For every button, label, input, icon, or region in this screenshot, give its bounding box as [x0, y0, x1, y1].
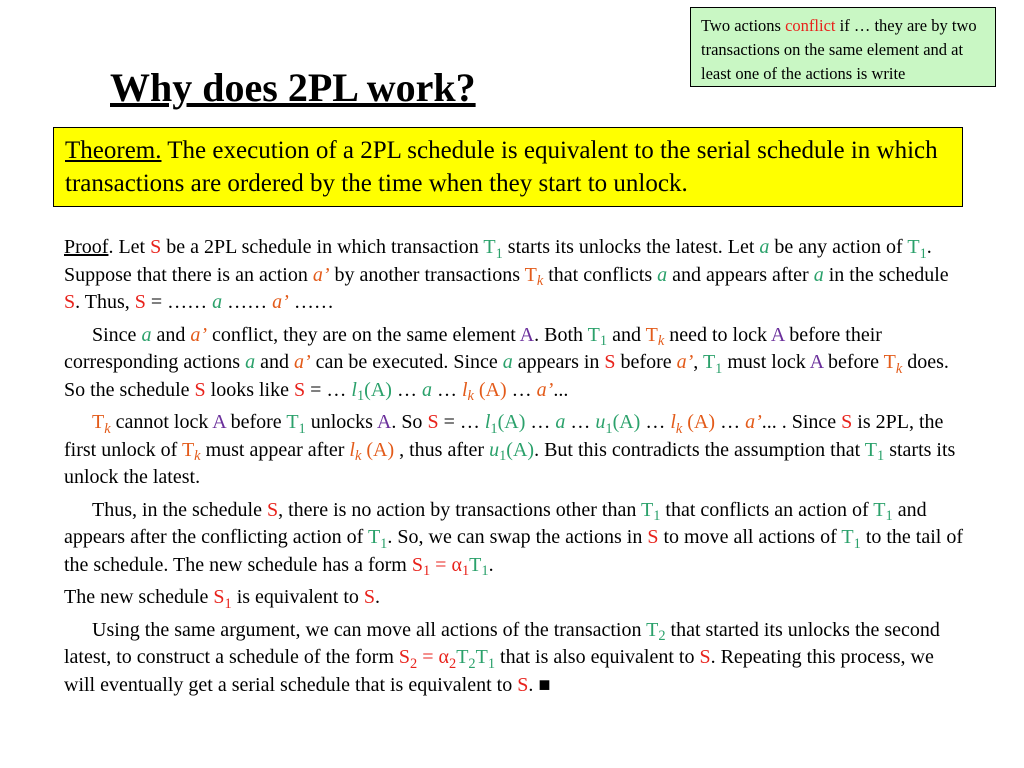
proof-paragraph-1: Proof. Let S be a 2PL schedule in which transaction $T_1$ starts its unlocks the latest. Let a be any action of $T_1$. Suppose that there is an action a’ by another transactions $T_k$ that conflicts a and appears after a in the schedule S. Thus, S = …… a …… a’ …… — [64, 236, 949, 313]
note-conflict-word: conflict — [785, 16, 836, 35]
sym-T1: $T_1$ — [587, 323, 608, 350]
sym-T1: $T_1$ — [469, 553, 489, 580]
sym-a-prime: a’ — [272, 291, 289, 313]
sym-T1: $T_1$ — [841, 526, 861, 552]
sym-a: a — [555, 411, 566, 433]
sym-S: S — [699, 646, 711, 668]
sym-l1-A: $l_1(A)$ — [351, 378, 392, 405]
sym-T1: $T_1$ — [702, 351, 723, 377]
sym-S: S — [517, 673, 529, 696]
sym-Tk: $T_k$ — [645, 323, 665, 350]
sym-S: S — [363, 586, 376, 608]
sym-S: S — [841, 411, 853, 433]
sym-a: a — [759, 236, 770, 258]
sym-S: S — [194, 378, 206, 401]
proof-paragraph-2: Since a and a’ conflict, they are on the same element A. Both $T_1$ and $T_k$ need to lock A before their corresponding actions a and a’ can be executed. Since a appears in S before a’, $T_1$ must lock A before $T_k$ does. So the schedule S looks like S = … $l_1(A)$ … a … $l_k$ (A) … a’... — [64, 323, 949, 405]
sym-S: S — [647, 526, 659, 548]
sym-A: A — [809, 351, 823, 373]
sym-lk-A: $l_k$ (A) — [461, 378, 507, 405]
sym-Tk: $T_k$ — [92, 411, 111, 437]
sym-a-prime: a’ — [676, 351, 694, 373]
sym-a-prime: a’ — [745, 411, 762, 433]
sym-A: A — [212, 411, 226, 433]
sym-T1: $T_1$ — [640, 498, 661, 525]
sym-S1: $S_1$ — [213, 586, 232, 612]
sym-S: S — [604, 351, 616, 373]
sym-S: S — [150, 236, 162, 258]
theorem-box — [53, 127, 963, 207]
sym-a: a — [502, 351, 513, 373]
end-of-proof-mark: ■ — [538, 673, 551, 696]
sym-Tk: $T_k$ — [883, 351, 903, 377]
sym-A: A — [376, 411, 392, 433]
sym-A: A — [519, 323, 535, 346]
sym-T1: $T_1$ — [367, 526, 388, 552]
proof-paragraph-6: Using the same argument, we can move all actions of the transaction $T_2$ that started its unlocks the second latest, to construct a schedule of the form $S_2 = \alpha_2T_2T_1$ that is also equivalent to S. Repeating this process, we will eventually get a serial schedule that is equivalent to S. ■ — [64, 618, 940, 696]
proof-paragraph-5: The new schedule $S_1$ is equivalent to S. — [64, 586, 381, 612]
sym-S: S — [427, 411, 439, 433]
sym-a: a — [141, 323, 152, 346]
sym-T1: $T_1$ — [483, 236, 503, 262]
sym-T1: $T_1$ — [907, 236, 927, 262]
sym-T2T1: $T_2T_1$ — [456, 646, 496, 672]
sym-T2: $T_2$ — [646, 618, 666, 645]
sym-a: a — [245, 351, 256, 373]
theorem-label: Theorem. — [65, 137, 162, 164]
sym-a: a — [421, 378, 432, 401]
sym-lk-A: $l_k$ (A) — [349, 438, 395, 465]
sym-A: A — [770, 323, 785, 346]
sym-T1: $T_1$ — [873, 498, 893, 525]
proof-paragraph-3: $T_k$ cannot lock A before $T_1$ unlocks A. So S = … $l_1(A)$ … a … $u_1(A)$ … $l_k$ (A) … a’... . Since S is 2PL, the first unlock of $T_k$ must appear after $l_k$ (A) , thus after $u_1(A)$. But this contradicts the assumption that $T_1$ starts its unlock the latest. — [64, 411, 956, 488]
sym-S: S — [64, 291, 76, 313]
sym-T1: $T_1$ — [864, 438, 885, 465]
sym-S: S — [266, 498, 279, 521]
proof-label: Proof — [64, 236, 109, 258]
sym-a: a — [212, 291, 223, 313]
sym-u1-A: $u_1(A)$ — [595, 411, 641, 437]
sym-a-prime: a’ — [536, 378, 554, 401]
sym-a-prime: a’ — [312, 263, 330, 286]
note-text-post: if … they are by two transactions on the same element and at least one of the actions is write — [701, 16, 977, 83]
sym-Tk: $T_k$ — [524, 263, 544, 290]
sym-a-prime: a’ — [293, 351, 311, 373]
sym-lk-A: $l_k$ (A) — [670, 411, 716, 437]
sym-S: S — [294, 378, 306, 401]
note-text-pre: Two actions — [701, 16, 786, 35]
sym-S: S — [134, 291, 146, 313]
proof-paragraph-4: Thus, in the schedule S, there is no action by transactions other than $T_1$ that conflicts an action of $T_1$ and appears after the conflicting action of $T_1$. So, we can swap the actions in S to move all actions of $T_1$ to the tail of the schedule. The new schedule has a form $S_1 = \alpha_1T_1$. — [64, 498, 964, 580]
proof-body — [64, 234, 964, 704]
sym-S1: $S_1 = \alpha_1$ — [411, 553, 470, 580]
sym-S2: $S_2 = \alpha_2$ — [398, 646, 457, 672]
sym-a: a — [657, 263, 668, 286]
sym-a: a — [813, 263, 824, 286]
sym-l1-A: $l_1(A)$ — [484, 411, 526, 437]
sym-Tk: $T_k$ — [181, 438, 201, 465]
conflict-definition-note — [690, 7, 996, 87]
sym-a-prime: a’ — [190, 323, 207, 346]
sym-T1: $T_1$ — [286, 411, 306, 437]
theorem-text: The execution of a 2PL schedule is equivalent to the serial schedule in which transactions are ordered by the time when they start to unlock. — [65, 137, 938, 197]
slide-title: Why does 2PL work? — [110, 65, 476, 110]
sym-u1-A: $u_1(A)$ — [489, 438, 535, 465]
